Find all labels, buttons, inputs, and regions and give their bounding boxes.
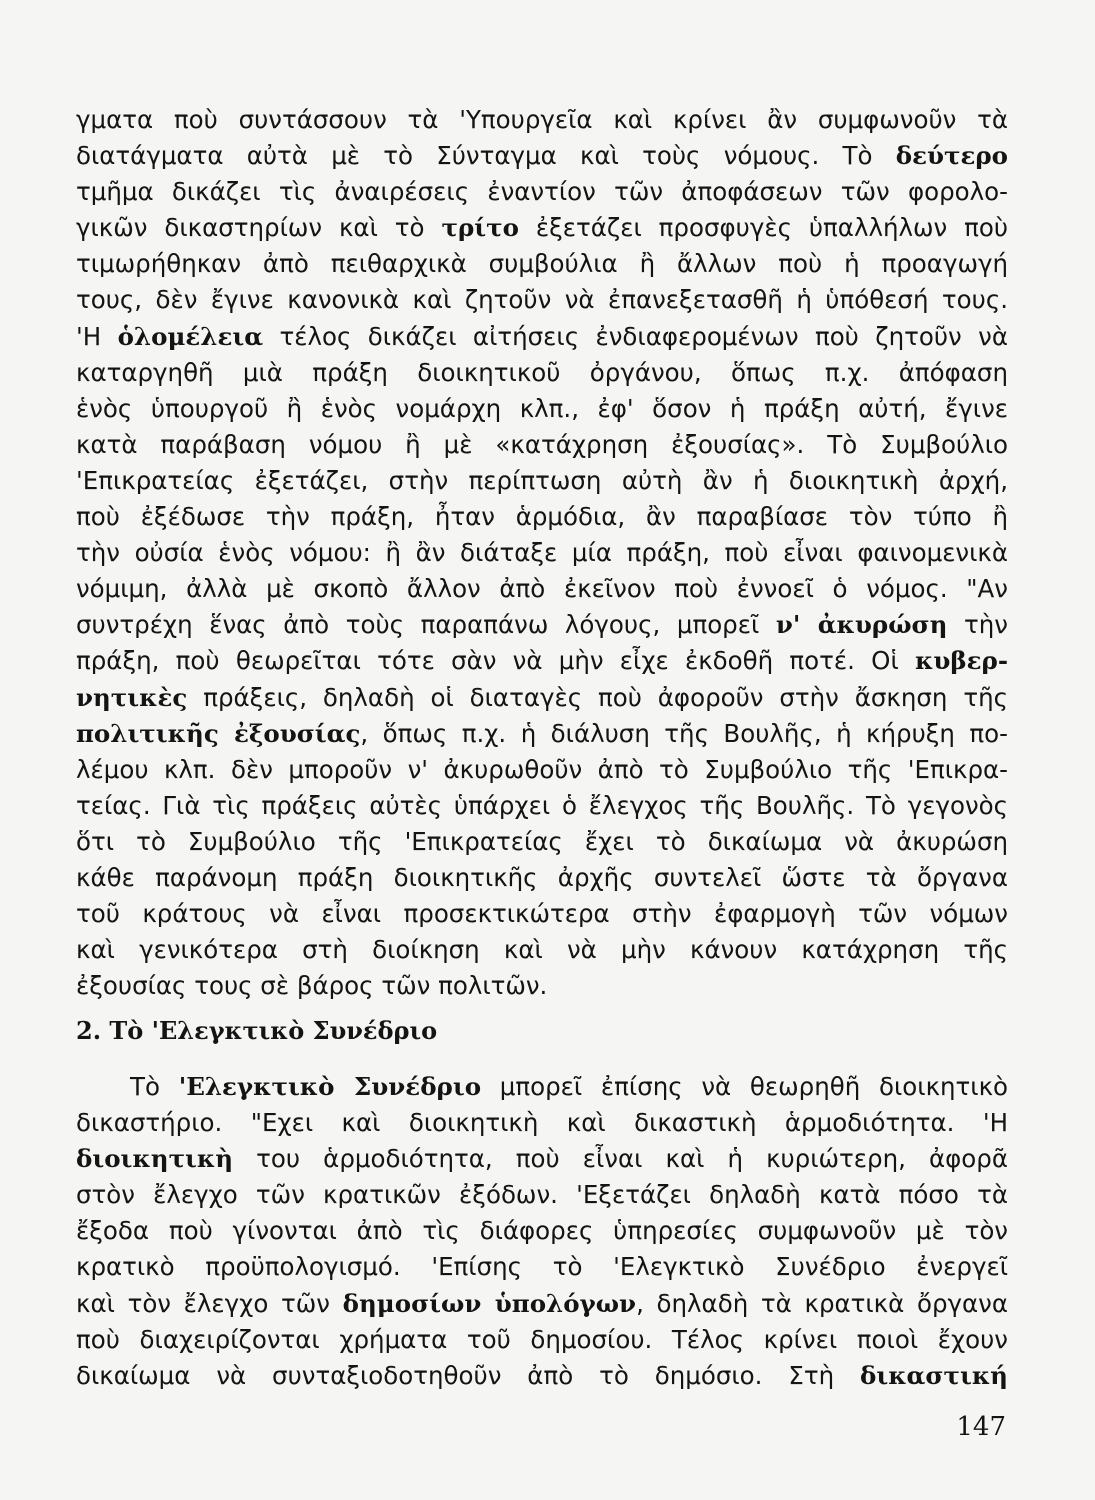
page-number: 147 <box>956 1412 1006 1442</box>
text-line <box>76 896 1008 932</box>
bold-term: δεύτερο <box>895 141 1008 171</box>
text-line <box>76 282 1008 318</box>
text-line <box>76 571 1008 607</box>
text-line <box>76 1141 1008 1177</box>
text-run: ποὺ διαχειρίζονται χρήματα τοῦ δημοσίου. Τέλος κρίνει ποιοὶ ἔχουν <box>76 1324 1008 1354</box>
text-line <box>76 463 1008 499</box>
text-run: Τὸ <box>130 1072 179 1101</box>
text-line <box>76 319 1008 355</box>
text-run: δικαίωμα νὰ συνταξιοδοτηθοῦν ἀπὸ τὸ δημόσιο. Στὴ <box>76 1360 860 1390</box>
text-line <box>76 1105 1008 1141</box>
text-run: καὶ γενικότερα στὴ διοίκηση καὶ νὰ μὴν κάνουν κατάχρηση τῆς <box>76 935 1008 965</box>
text-run: κάθε παράνομη πράξη διοικητικῆς ἀρχῆς συντελεῖ ὥστε τὰ ὄργανα <box>76 862 1008 892</box>
text-line <box>76 1358 1008 1394</box>
text-line <box>76 716 1008 752</box>
text-run: στὸν ἔλεγχο τῶν κρατικῶν ἐξόδων. 'Εξετάζει δηλαδὴ κατὰ πόσο τὰ <box>76 1180 1008 1210</box>
bold-term: ν' ἀκυρώση <box>775 610 948 640</box>
text-line <box>76 968 1008 1004</box>
bold-term: δημοσίων ὑπολόγων <box>342 1288 637 1318</box>
text-run: τὴν <box>947 610 1008 640</box>
text-run: 'Επικρατείας ἐξετάζει, στὴν περίπτωση αὐτὴ ἂν ἡ διοικητικὴ ἀρχή, <box>76 465 1008 495</box>
text-run: 'Η <box>76 321 118 351</box>
text-run: , δηλαδὴ τὰ κρατικὰ ὄργανα <box>636 1288 1008 1318</box>
text-run: τείας. Γιὰ τὶς πράξεις αὐτὲς ὑπάρχει ὁ ἔλεγχος τῆς Βουλῆς. Τὸ γεγονὸς <box>76 790 1008 820</box>
text-run: γματα ποὺ συντάσσουν τὰ 'Υπουργεῖα καὶ κρίνει ἂν συμφωνοῦν τὰ <box>76 105 1008 134</box>
text-run: τιμωρήθηκαν ἀπὸ πειθαρχικὰ συμβούλια ἢ ἄλλων ποὺ ἡ προαγωγή <box>76 249 1008 279</box>
text-line <box>76 643 1008 679</box>
text-line <box>76 138 1008 174</box>
text-run: ἐξετάζει προσφυγὲς ὑπαλλήλων ποὺ <box>518 213 1008 243</box>
text-line <box>76 1322 1008 1358</box>
text-run: τους, δὲν ἔγινε κανονικὰ καὶ ζητοῦν νὰ ἐπανεξετασθῆ ἡ ὑπόθεσή τους. <box>76 285 1008 315</box>
text-line <box>76 680 1008 716</box>
text-line <box>76 246 1008 282</box>
text-run: κατὰ παράβαση νόμου ἢ μὲ «κατάχρηση ἐξουσίας». Τὸ Συμβούλιο <box>76 429 1008 459</box>
text-run: κρατικὸ προϋπολογισμό. 'Επίσης τὸ 'Ελεγκτικὸ Συνέδριο ἐνεργεῖ <box>76 1252 1008 1282</box>
text-line <box>76 932 1008 968</box>
bold-term: νητικὲς <box>76 682 188 712</box>
bold-term: διοικητικὴ <box>76 1144 234 1174</box>
text-run: τὴν οὐσία ἑνὸς νόμου: ἢ ἂν διάταξε μία πράξη, ποὺ εἶναι φαινομενικὰ <box>76 538 1008 568</box>
bold-term: 'Ελεγκτικὸ Συνέδριο <box>178 1072 482 1101</box>
text-run: , ὅπως π.χ. ἡ διάλυση τῆς Βουλῆς, ἡ κήρυξη πο- <box>360 718 1008 748</box>
text-run: ποὺ ἐξέδωσε τὴν πράξη, ἦταν ἁρμόδια, ἂν παραβίασε τὸν τύπο ἢ <box>76 502 1008 532</box>
bold-term: δικαστική <box>860 1360 1008 1390</box>
text-line <box>76 210 1008 246</box>
text-run: δικαστήριο. "Εχει καὶ διοικητικὴ καὶ δικαστικὴ ἁρμοδιότητα. 'Η <box>76 1108 1008 1138</box>
text-line <box>76 1177 1008 1213</box>
text-run: διατάγματα αὐτὰ μὲ τὸ Σύνταγμα καὶ τοὺς νόμους. Τὸ <box>76 141 896 171</box>
text-line <box>76 391 1008 427</box>
text-line <box>76 607 1008 643</box>
text-run: του ἁρμοδιότητα, ποὺ εἶναι καὶ ἡ κυριώτερη, ἀφορᾶ <box>233 1144 1008 1174</box>
text-run: συντρέχη ἕνας ἀπὸ τοὺς παραπάνω λόγους, μπορεῖ <box>76 610 776 640</box>
bold-term: πολιτικῆς ἐξουσίας <box>76 718 361 748</box>
text-line <box>76 752 1008 788</box>
text-line <box>76 355 1008 391</box>
text-line <box>76 535 1008 571</box>
text-run: καὶ τὸν ἔλεγχο τῶν <box>76 1288 343 1318</box>
section-heading: 2. Τὸ 'Ελεγκτικὸ Συνέδριο <box>76 1016 438 1045</box>
bold-term: τρίτο <box>441 213 519 243</box>
text-line <box>76 824 1008 860</box>
text-run: ὅτι τὸ Συμβούλιο τῆς 'Επικρατείας ἔχει τὸ δικαίωμα νὰ ἀκυρώση <box>76 826 1008 856</box>
text-line <box>76 499 1008 535</box>
text-run: καταργηθῆ μιὰ πράξη διοικητικοῦ ὀργάνου, ὅπως π.χ. ἀπόφαση <box>76 357 1008 387</box>
text-run: πράξη, ποὺ θεωρεῖται τότε σὰν νὰ μὴν εἶχε ἐκδοθῆ ποτέ. Οἱ <box>76 646 915 676</box>
text-run: τμῆμα δικάζει τὶς ἀναιρέσεις ἐναντίον τῶν ἀποφάσεων τῶν φορολο- <box>76 177 1008 207</box>
text-run: ἔξοδα ποὺ γίνονται ἀπὸ τὶς διάφορες ὑπηρεσίες συμφωνοῦν μὲ τὸν <box>76 1216 1008 1246</box>
text-run: ἐξουσίας τους σὲ βάρος τῶν πολιτῶν. <box>76 971 548 1001</box>
text-line <box>76 1249 1008 1285</box>
bold-term: ὁλομέλεια <box>117 321 264 351</box>
text-run: πράξεις, δηλαδὴ οἱ διαταγὲς ποὺ ἀφοροῦν στὴν ἄσκηση τῆς <box>187 682 1008 712</box>
text-line <box>76 1286 1008 1322</box>
text-run: μπορεῖ ἐπίσης νὰ θεωρηθῆ διοικητικὸ <box>481 1072 1008 1101</box>
text-run: τοῦ κράτους νὰ εἶναι προσεκτικώτερα στὴν ἐφαρμογὴ τῶν νόμων <box>76 899 1008 929</box>
paragraph-elegktiko-synedrio <box>76 1069 1008 1394</box>
text-run: λέμου κλπ. δὲν μποροῦν ν' ἀκυρωθοῦν ἀπὸ τὸ Συμβούλιο τῆς 'Επικρα- <box>76 754 1008 784</box>
text-run: ἑνὸς ὑπουργοῦ ἢ ἑνὸς νομάρχη κλπ., ἐφ' ὅσον ἡ πράξη αὐτή, ἔγινε <box>76 393 1008 423</box>
text-line <box>76 788 1008 824</box>
text-run: γικῶν δικαστηρίων καὶ τὸ <box>76 213 442 243</box>
text-line <box>76 427 1008 463</box>
text-line <box>76 174 1008 210</box>
paragraph-symvoulio-epikrateias <box>76 102 1008 1004</box>
text-run: νόμιμη, ἀλλὰ μὲ σκοπὸ ἄλλον ἀπὸ ἐκεῖνον ποὺ ἐννοεῖ ὁ νόμος. "Αν <box>76 574 1008 604</box>
text-line <box>76 1069 1008 1105</box>
text-line <box>76 860 1008 896</box>
bold-term: κυβερ- <box>915 646 1008 676</box>
text-line <box>76 1213 1008 1249</box>
text-run: τέλος δικάζει αἰτήσεις ἐνδιαφερομένων ποὺ ζητοῦν νὰ <box>263 321 1008 351</box>
text-line <box>76 102 1008 138</box>
